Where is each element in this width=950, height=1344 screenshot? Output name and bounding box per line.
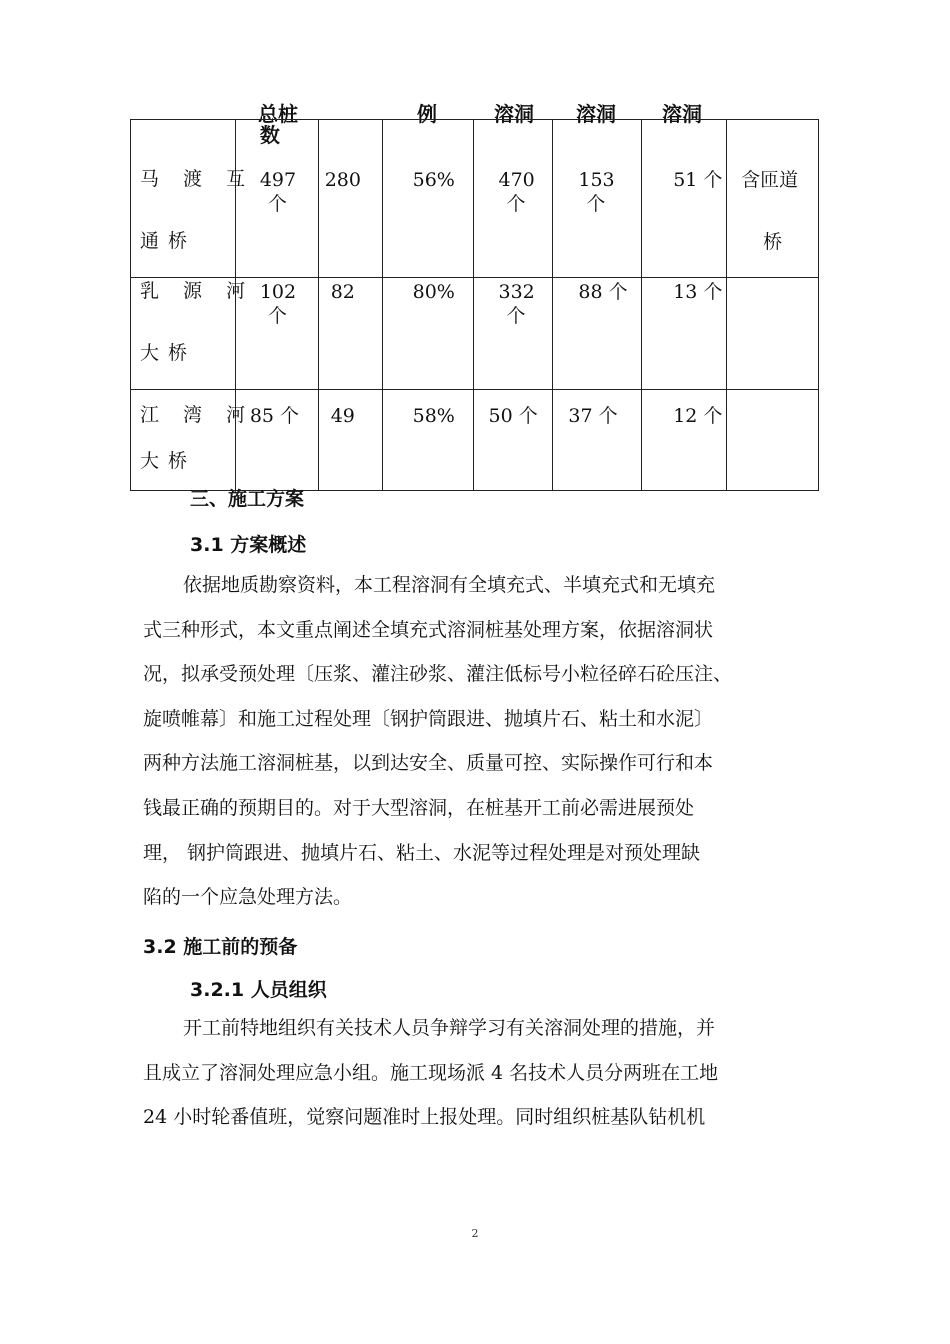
table-header-cave-c: 溶洞: [662, 102, 702, 126]
table-value: 153: [578, 169, 615, 191]
section-3-2-1-paragraph: [143, 1006, 823, 1140]
table-cell: [642, 390, 727, 491]
table-cell: [382, 120, 474, 278]
table-value: 470: [498, 169, 535, 191]
table-value: 88 个: [578, 281, 628, 303]
table-cell: [318, 120, 382, 278]
pile-count-unit: 个: [267, 305, 287, 327]
table-cell-name: [131, 390, 255, 491]
table-cell-note: [727, 278, 819, 390]
table-cell: [318, 390, 382, 491]
bridge-name-line2: 通桥: [140, 230, 197, 252]
paragraph-line: 理， 钢护筒跟进、抛填片石、粘土、水泥等过程处理是对预处理缺: [143, 841, 701, 864]
table-value-unit: 个: [506, 305, 526, 327]
table-cell-piles: [235, 120, 318, 278]
table-value: 280: [324, 169, 361, 191]
pile-count: 497: [259, 169, 297, 191]
paragraph-line: 式三种形式，本文重点阐述全填充式溶洞桩基处理方案，依据溶洞状: [143, 618, 714, 641]
table-cell-name: [131, 278, 255, 390]
table-value: 12 个: [673, 405, 723, 427]
pile-statistics-table: [130, 119, 819, 491]
page-number: 2: [471, 1227, 479, 1240]
table-note: 含匝道: [741, 169, 799, 191]
table-cell: [474, 390, 553, 491]
table-header-cave-a: 溶洞: [494, 102, 534, 126]
table-ratio: 80%: [412, 281, 455, 303]
paragraph-line: 开工前特地组织有关技术人员争辩学习有关溶洞处理的措施，并: [183, 1017, 716, 1039]
table-header-total-piles-line2: 数: [259, 123, 280, 147]
pile-count: 102: [259, 281, 297, 303]
paragraph-line: 依据地质勘察资料，本工程溶洞有全填充式、半填充式和无填充: [183, 574, 716, 596]
table-note: 桥: [763, 231, 783, 253]
paragraph-line: 旋喷帷幕〕和施工过程处理〔钢护筒跟进、抛填片石、粘土和水泥〕: [143, 707, 714, 730]
table-cell: [474, 278, 553, 390]
table-value-unit: 个: [506, 193, 526, 215]
table-cell: [382, 390, 474, 491]
table-value: 13 个: [673, 281, 723, 303]
section-3-heading: 三、施工方案: [190, 488, 305, 510]
table-row: [131, 278, 819, 390]
paragraph-line: 况，拟承受预处理〔压浆、灌注砂浆、灌注低标号小粒径碎石砼压注、: [143, 663, 733, 686]
table-row: [131, 390, 819, 491]
paragraph-line: 24 小时轮番值班，觉察问题准时上报处理。同时组织桩基队钻机机: [143, 1106, 706, 1129]
table-value: 51 个: [673, 169, 723, 191]
section-3-1-paragraph: [143, 563, 823, 920]
table-value: 332: [498, 281, 535, 303]
table-cell: [382, 278, 474, 390]
bridge-name-line1: 马 渡 互: [140, 168, 255, 190]
table-ratio: 56%: [412, 169, 455, 191]
table-value: 37 个: [568, 405, 618, 427]
table-cell: [318, 278, 382, 390]
table-value-unit: 个: [586, 193, 606, 215]
pile-count: 85 个: [249, 405, 300, 427]
table-cell-note: [727, 390, 819, 491]
section-3-1-heading: 3.1 方案概述: [190, 534, 307, 556]
table-ratio: 58%: [412, 405, 455, 427]
pile-count-unit: 个: [267, 193, 287, 215]
table-row: [131, 120, 819, 278]
table-cell: [474, 120, 553, 278]
bridge-name-line2: 大桥: [140, 450, 197, 472]
paragraph-line: 陷的一个应急处理方法。: [143, 886, 353, 909]
paragraph-line: 两种方法施工溶洞桩基，以到达安全、质量可控、实际操作可行和本: [143, 752, 714, 775]
paragraph-line: 钱最正确的预期目的。对于大型溶洞，在桩基开工前必需进展预处: [143, 796, 695, 819]
table-cell: [553, 278, 642, 390]
table-header-total-piles: 总桩: [258, 102, 298, 126]
table-cell-piles: [235, 278, 318, 390]
paragraph-line: 且成立了溶洞处理应急小组。施工现场派 4 名技术人员分两班在工地: [143, 1061, 719, 1084]
table-cell: [642, 120, 727, 278]
table-value: 82: [330, 281, 355, 303]
table-value: 49: [330, 405, 355, 427]
table-cell-name: [131, 120, 255, 278]
table-header-cave-b: 溶洞: [576, 102, 616, 126]
table-cell: [553, 120, 642, 278]
bridge-name-line1: 江 湾 河: [140, 404, 255, 426]
table-cell-piles: [235, 390, 318, 491]
section-3-2-1-heading: 3.2.1 人员组织: [190, 979, 327, 1001]
table-cell: [642, 278, 727, 390]
table-header-ratio: 例: [417, 102, 437, 126]
table-cell-note: [727, 120, 819, 278]
bridge-name-line1: 乳 源 河: [140, 280, 255, 302]
table-value: 50 个: [488, 405, 538, 427]
table-cell: [553, 390, 642, 491]
bridge-name-line2: 大桥: [140, 342, 197, 364]
section-3-2-heading: 3.2 施工前的预备: [143, 936, 298, 958]
